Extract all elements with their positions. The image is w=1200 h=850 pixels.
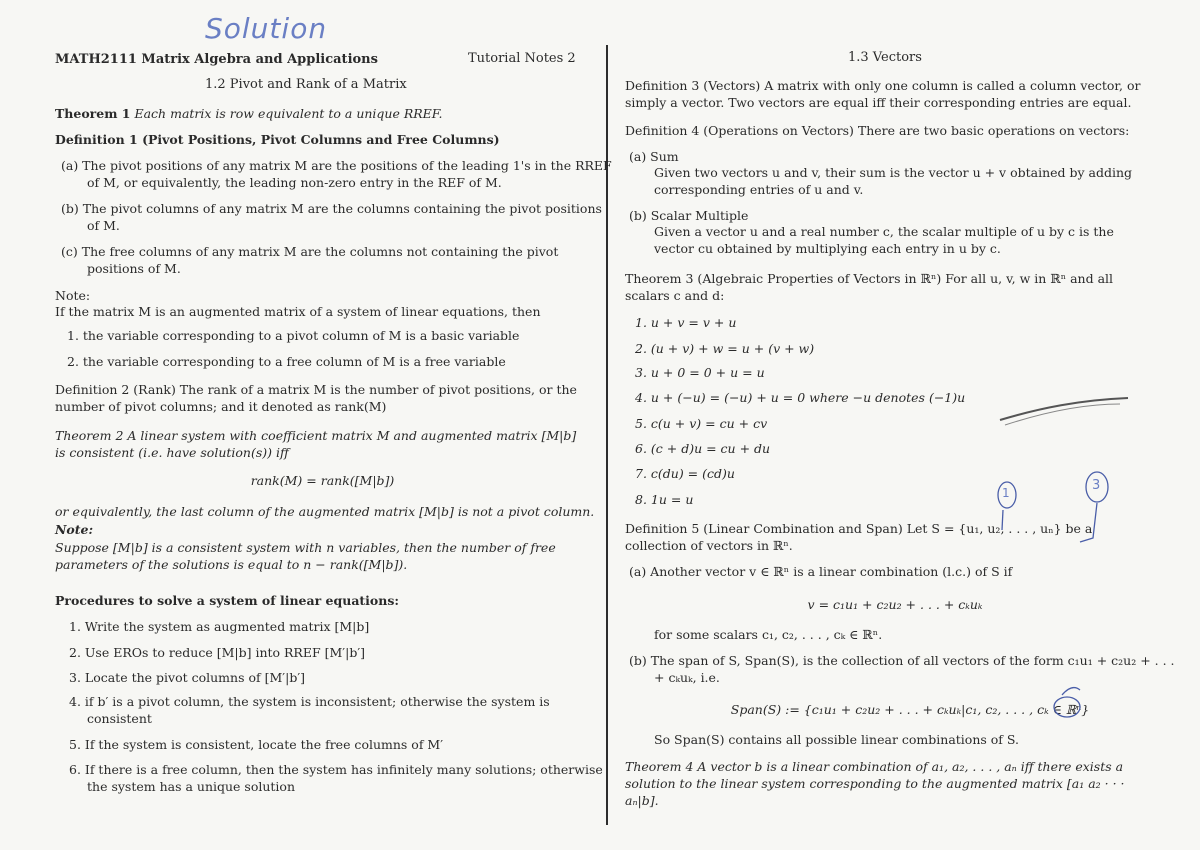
property-4: 4. u + (−u) = (−u) + u = 0 where −u denotes (−1)u <box>635 390 966 405</box>
circle-label-1: 1 <box>1002 486 1010 500</box>
procedure-step-1: 1. Write the system as augmented matrix [M|b] <box>69 619 370 634</box>
tutorial-notes-label: Tutorial Notes 2 <box>468 51 576 66</box>
property-7: 7. c(du) = (cd)u <box>635 466 735 481</box>
property-5: 5. c(u + v) = cu + cv <box>635 416 768 431</box>
circle-label-3: 3 <box>1092 478 1101 493</box>
span-after: So Span(S) contains all possible linear combinations of S. <box>654 732 1019 747</box>
definition-5-a: (a) Another vector v ∈ ℝⁿ is a linear combination (l.c.) of S if <box>629 564 1013 579</box>
theorem-1 <box>55 106 443 121</box>
note-item-2: 2. the variable corresponding to a free column of M is a free variable <box>67 354 506 369</box>
sum-text: Given two vectors u and v, their sum is the vector u + v obtained by adding corresponding entries of u and v. <box>654 165 1133 197</box>
theorem-2: Theorem 2 A linear system with coefficient matrix M and augmented matrix [M|b] is consistent (i.e. have solution(s)) iff <box>55 428 577 460</box>
procedure-step-2: 2. Use EROs to reduce [M|b] into RREF [M′|b′] <box>69 645 366 660</box>
definition-1-b: (b) The pivot columns of any matrix M are the columns containing the pivot positions of M. <box>61 201 602 233</box>
note-intro: If the matrix M is an augmented matrix of a system of linear equations, then <box>55 304 541 319</box>
property-8: 8. 1u = u <box>635 492 694 507</box>
definition-1-title: Definition 1 (Pivot Positions, Pivot Columns and Free Columns) <box>55 132 500 147</box>
handwritten-solution: Solution <box>205 12 328 45</box>
note-title: Note: <box>55 288 91 303</box>
property-3: 3. u + 0 = 0 + u = u <box>635 365 765 380</box>
pen-stroke-mark <box>1000 398 1128 420</box>
note-item-1: 1. the variable corresponding to a pivot column of M is a basic variable <box>67 328 520 343</box>
definition-2: Definition 2 (Rank) The rank of a matrix M is the number of pivot positions, or the number of pivot columns; and it denoted as rank(M) <box>55 382 577 414</box>
definition-4: Definition 4 (Operations on Vectors) There are two basic operations on vectors: <box>625 123 1130 138</box>
note-2-text: Suppose [M|b] is a consistent system with n variables, then the number of free parameters of the solutions is equal to n − rank([M|b]). <box>55 540 556 572</box>
linear-combination-after: for some scalars c₁, c₂, . . . , cₖ ∈ ℝⁿ. <box>654 627 883 642</box>
procedure-step-5: 5. If the system is consistent, locate the free columns of M′ <box>69 737 444 752</box>
property-1: 1. u + v = v + u <box>635 315 737 330</box>
theorem-1-text: Each matrix is row equivalent to a unique RREF. <box>134 106 443 121</box>
pen-stroke-mark-2 <box>1005 404 1120 425</box>
definition-5: Definition 5 (Linear Combination and Span) Let S = {u₁, u₂, . . . , uₙ} be a collection of vectors in ℝⁿ. <box>625 521 1093 553</box>
definition-5-b: (b) The span of S, Span(S), is the collection of all vectors of the form c₁u₁ + c₂u₂ + . . . + cₖuₖ, i.e. <box>629 653 1175 685</box>
property-6: 6. (c + d)u = cu + du <box>635 441 771 456</box>
theorem-3: Theorem 3 (Algebraic Properties of Vectors in ℝⁿ) For all u, v, w in ℝⁿ and all scalars c and d: <box>625 271 1114 303</box>
squiggle-annotation <box>1062 688 1080 695</box>
sum-title: (a) Sum <box>629 149 679 164</box>
scalar-multiple-text: Given a vector u and a real number c, the scalar multiple of u by c is the vector cu obtained by multiplying each entry in u by c. <box>654 224 1114 256</box>
course-title: MATH2111 Matrix Algebra and Applications <box>55 52 378 67</box>
theorem-2-after: or equivalently, the last column of the augmented matrix [M|b] is not a pivot column. <box>55 504 595 519</box>
theorem-4: Theorem 4 A vector b is a linear combination of a₁, a₂, . . . , aₙ iff there exists a solution to the linear system corresponding to the augmented matrix [a₁ a₂ · · · aₙ|b]. <box>625 759 1125 808</box>
procedures-title: Procedures to solve a system of linear equations: <box>55 593 400 608</box>
procedure-step-4: 4. if b′ is a pivot column, the system is inconsistent; otherwise the system is consistent <box>69 694 550 726</box>
procedure-step-3: 3. Locate the pivot columns of [M′|b′] <box>69 670 306 685</box>
section-heading-right: 1.3 Vectors <box>848 50 922 65</box>
procedure-step-6: 6. If there is a free column, then the system has infinitely many solutions; otherwise the system has a unique solution <box>69 762 603 794</box>
theorem-1-label: Theorem 1 <box>55 106 131 121</box>
property-2: 2. (u + v) + w = u + (v + w) <box>635 341 815 356</box>
definition-3: Definition 3 (Vectors) A matrix with only one column is called a column vector, or simply a vector. Two vectors are equal iff their corresponding entries are equal. <box>625 78 1141 110</box>
note-2-title: Note: <box>55 522 94 537</box>
span-equation: Span(S) := {c₁u₁ + c₂u₂ + . . . + cₖuₖ|c₁, c₂, . . . , cₖ ∈ ℝⁿ} <box>730 702 1090 717</box>
theorem-2-equation: rank(M) = rank([M|b]) <box>250 473 395 488</box>
section-heading-left: 1.2 Pivot and Rank of a Matrix <box>205 77 407 92</box>
definition-1-a: (a) The pivot positions of any matrix M are the positions of the leading 1's in the RREF of M, or equivalently, the leading non-zero entry in the REF of M. <box>61 158 612 190</box>
scalar-multiple-title: (b) Scalar Multiple <box>629 208 749 223</box>
linear-combination-equation: v = c₁u₁ + c₂u₂ + . . . + cₖuₖ <box>807 597 983 612</box>
definition-1-c: (c) The free columns of any matrix M are the columns not containing the pivot positions of M. <box>61 244 559 276</box>
